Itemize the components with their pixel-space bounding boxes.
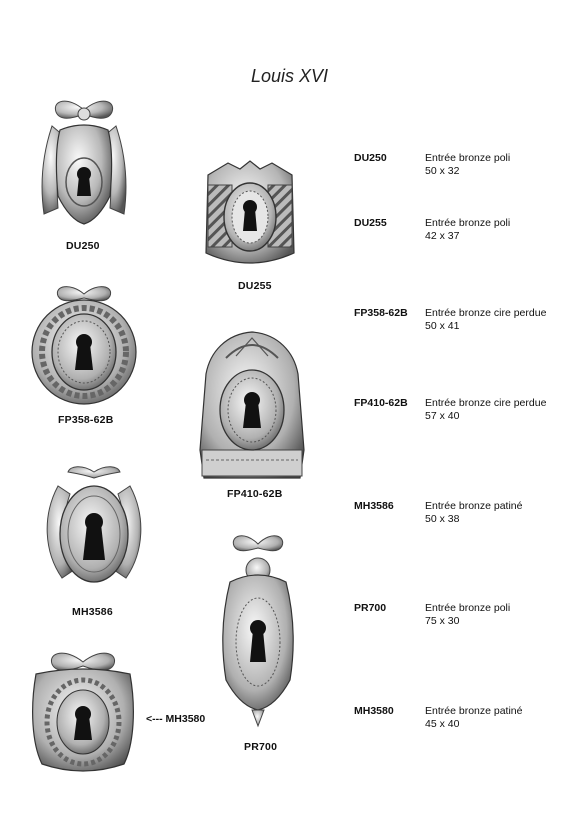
shell-deer-keyhole-escutcheon-icon xyxy=(196,328,308,484)
item-description xyxy=(425,500,522,526)
item-code: DU250 xyxy=(354,152,387,164)
bow-swag-keyhole-escutcheon-icon xyxy=(38,96,130,228)
item-description xyxy=(425,397,546,423)
plate-caption: FP410-62B xyxy=(227,488,283,500)
item-size: 42 x 37 xyxy=(425,230,460,242)
plate-caption-arrow: <--- MH3580 xyxy=(146,713,206,725)
item-size: 57 x 40 xyxy=(425,410,460,422)
item-size: 50 x 38 xyxy=(425,513,460,525)
item-description xyxy=(425,307,546,333)
item-code: FP358-62B xyxy=(354,307,408,319)
item-description xyxy=(425,152,510,178)
item-description xyxy=(425,705,522,731)
long-bow-keyhole-escutcheon-icon xyxy=(210,530,306,728)
plate-fp358-62b xyxy=(28,282,140,408)
item-code: PR700 xyxy=(354,602,387,614)
plate-du255 xyxy=(200,155,300,275)
item-code: MH3586 xyxy=(354,500,394,512)
item-size: 50 x 41 xyxy=(425,320,460,332)
item-code: FP410-62B xyxy=(354,397,408,409)
plate-caption: DU250 xyxy=(66,240,100,252)
plate-mh3580 xyxy=(28,648,138,774)
plate-caption: MH3586 xyxy=(72,606,113,618)
plate-caption: PR700 xyxy=(244,741,278,753)
item-description xyxy=(425,602,510,628)
plate-du250 xyxy=(38,96,130,228)
item-size: 75 x 30 xyxy=(425,615,460,627)
plate-fp410-62b xyxy=(196,328,308,484)
item-material: Entrée bronze poli xyxy=(425,152,511,164)
plate-pr700 xyxy=(210,530,306,728)
item-size: 45 x 40 xyxy=(425,718,460,730)
item-material: Entrée bronze cire perdue xyxy=(425,307,547,319)
page-title: Louis XVI xyxy=(250,66,329,86)
item-material: Entrée bronze poli xyxy=(425,217,511,229)
wreath-keyhole-escutcheon-icon xyxy=(28,282,140,408)
plate-mh3586 xyxy=(40,462,148,594)
leaf-keyhole-escutcheon-icon xyxy=(40,462,148,594)
item-material: Entrée bronze poli xyxy=(425,602,511,614)
lattice-keyhole-escutcheon-icon xyxy=(200,155,300,275)
item-code: DU255 xyxy=(354,217,387,229)
item-material: Entrée bronze patiné xyxy=(425,705,523,717)
item-material: Entrée bronze patiné xyxy=(425,500,523,512)
item-code: MH3580 xyxy=(354,705,394,717)
item-material: Entrée bronze cire perdue xyxy=(425,397,547,409)
bow-ring-keyhole-escutcheon-icon xyxy=(28,648,138,774)
item-description xyxy=(425,217,510,243)
plate-caption: DU255 xyxy=(238,280,272,292)
item-size: 50 x 32 xyxy=(425,165,460,177)
plate-caption: FP358-62B xyxy=(58,414,114,426)
